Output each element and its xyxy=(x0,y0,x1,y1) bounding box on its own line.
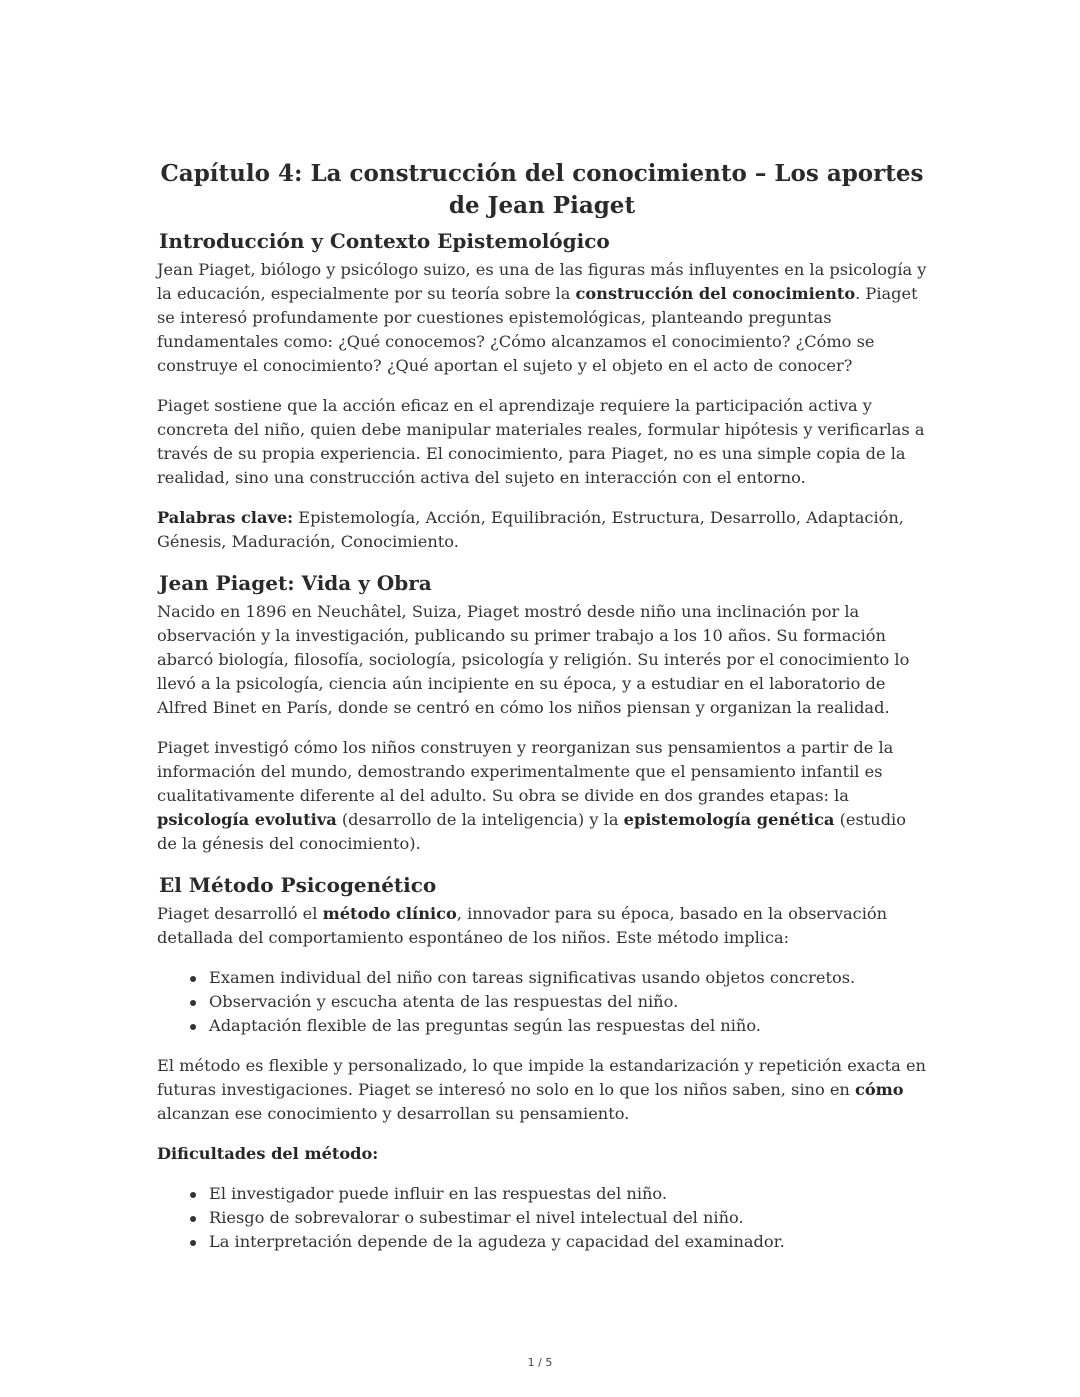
section-heading-vida: Jean Piaget: Vida y Obra xyxy=(159,571,432,595)
bold-term: psicología evolutiva xyxy=(157,810,337,829)
bold-term: construcción del conocimiento xyxy=(575,284,856,303)
vida-paragraph-1: Nacido en 1896 en Neuchâtel, Suiza, Piaget mostró desde niño una inclinación por la observación y la investigación, publicando su primer trabajo a los 10 años. Su formación abarcó biología, filosofía, sociología, psicología y religión. Su interés por el conocimiento lo llevó a la psicología, ciencia aún incipiente en su época, y a estudiar en el laboratorio de Alfred Binet en París, donde se centró en cómo los niños piensan y organizan la realidad. xyxy=(157,602,910,717)
list-item: El investigador puede influir en las respuestas del niño. xyxy=(209,1182,927,1206)
bold-term: método clínico xyxy=(322,904,457,923)
text-span: El método es flexible y personalizado, lo que impide la estandarización y repetición exacta en futuras investigaciones. Piaget se interesó no solo en lo que los niños saben, sino en xyxy=(157,1056,926,1099)
intro-paragraph-1 xyxy=(157,258,927,378)
text-span: Piaget investigó cómo los niños construyen y reorganizan sus pensamientos a partir de la información del mundo, demostrando experimentalmente que el pensamiento infantil es cualitativamente diferente al del adulto. Su obra se divide en dos grandes etapas: la xyxy=(157,738,894,805)
list-item: Examen individual del niño con tareas significativas usando objetos concretos. xyxy=(209,966,927,990)
metodo-paragraph-1 xyxy=(157,902,927,950)
dificultades-label-paragraph xyxy=(157,1142,927,1166)
keywords-list: Epistemología, Acción, Equilibración, Estructura, Desarrollo, Adaptación, Génesis, Maduración, Conocimiento. xyxy=(157,508,904,551)
text-span: Jean Piaget, biólogo y psicólogo suizo, es una de las figuras más influyentes en la psicología y la educación, especialmente por su teoría sobre la xyxy=(157,260,927,303)
document-page xyxy=(157,158,927,1270)
list-item: La interpretación depende de la agudeza y capacidad del examinador. xyxy=(209,1230,927,1254)
text-span: , innovador para su época, basado en la observación detallada del comportamiento espontáneo de los niños. Este método implica: xyxy=(157,904,888,947)
text-span: (desarrollo de la inteligencia) y la xyxy=(336,810,624,829)
page-number: 1 / 5 xyxy=(527,1356,553,1369)
section-heading-intro: Introducción y Contexto Epistemológico xyxy=(159,229,610,253)
text-span: alcanzan ese conocimiento y desarrollan su pensamiento. xyxy=(157,1104,630,1123)
page-title: Capítulo 4: La construcción del conocimiento – Los aportes de Jean Piaget xyxy=(160,160,924,219)
section-heading-metodo: El Método Psicogenético xyxy=(159,873,437,897)
dificultades-label: Dificultades del método: xyxy=(157,1144,379,1163)
dificultades-list xyxy=(157,1182,927,1254)
text-span: Piaget desarrolló el xyxy=(157,904,323,923)
metodo-list xyxy=(157,966,927,1038)
list-item: Observación y escucha atenta de las respuestas del niño. xyxy=(209,990,927,1014)
keywords-paragraph xyxy=(157,506,927,554)
text-span: . Piaget se interesó profundamente por cuestiones epistemológicas, planteando preguntas fundamentales como: ¿Qué conocemos? ¿Cómo alcanzamos el conocimiento? ¿Cómo se construye el conocimiento? ¿Qué aportan el sujeto y el objeto en el acto de conocer? xyxy=(157,284,918,375)
text-span: (estudio de la génesis del conocimiento). xyxy=(157,810,906,853)
list-item: Riesgo de sobrevalorar o subestimar el nivel intelectual del niño. xyxy=(209,1206,927,1230)
keywords-label: Palabras clave: xyxy=(157,508,294,527)
metodo-paragraph-2 xyxy=(157,1054,927,1126)
vida-paragraph-2 xyxy=(157,736,927,856)
intro-paragraph-2: Piaget sostiene que la acción eficaz en el aprendizaje requiere la participación activa y concreta del niño, quien debe manipular materiales reales, formular hipótesis y verificarlas a través de su propia experiencia. El conocimiento, para Piaget, no es una simple copia de la realidad, sino una construcción activa del sujeto en interacción con el entorno. xyxy=(157,396,925,487)
bold-term: epistemología genética xyxy=(623,810,835,829)
bold-term: cómo xyxy=(855,1080,904,1099)
list-item: Adaptación flexible de las preguntas según las respuestas del niño. xyxy=(209,1014,927,1038)
